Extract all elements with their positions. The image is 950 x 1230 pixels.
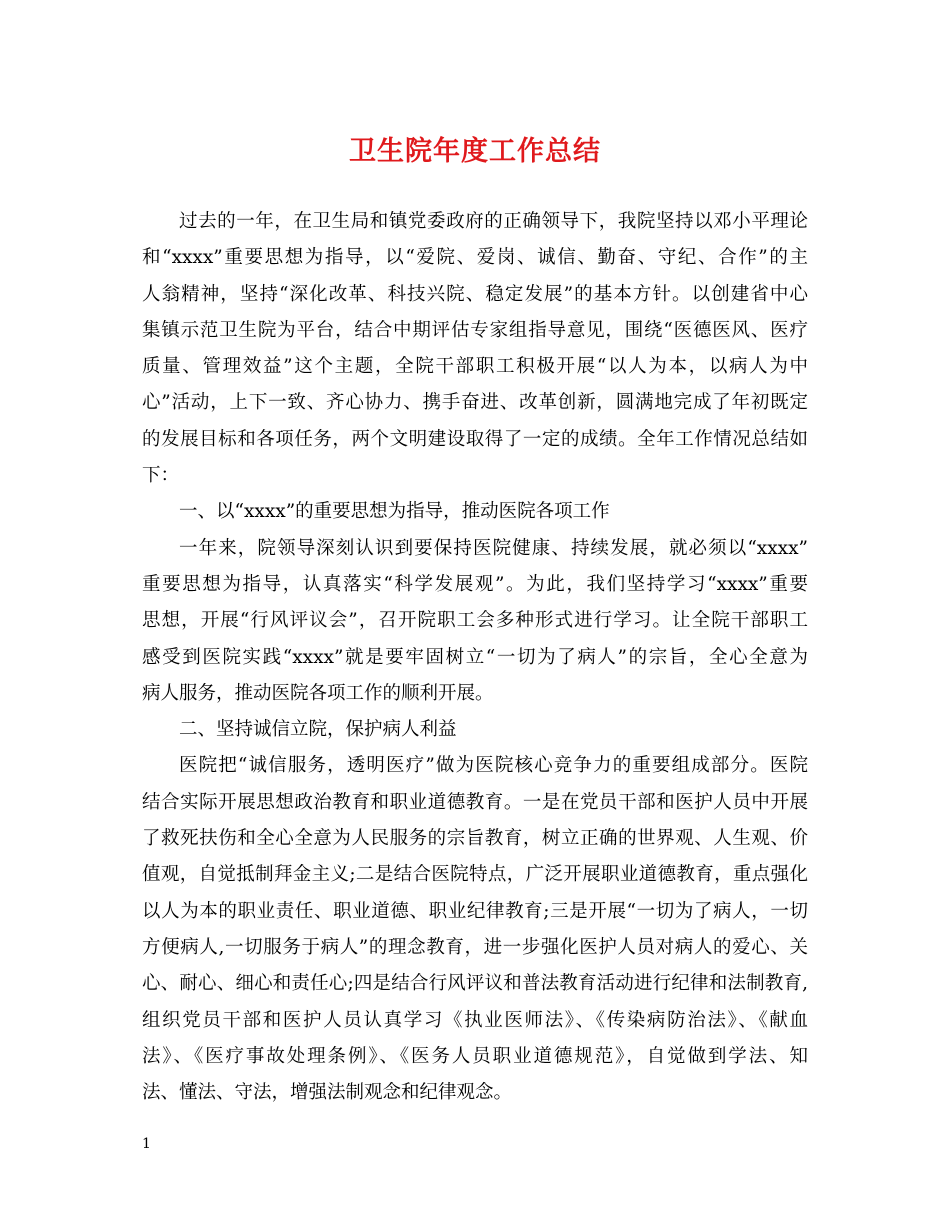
section-heading: 一、以“xxxx”的重要思想为指导，推动医院各项工作 [179, 501, 610, 523]
paragraph-line: 心、耐心、细心和责任心;四是结合行风评议和普法教育活动进行纪律和法制教育, [142, 973, 808, 995]
paragraph-line: 质量、管理效益”这个主题，全院干部职工积极开展“以人为本，以病人为中 [142, 356, 808, 378]
section-heading: 二、坚持诚信立院，保护病人利益 [179, 719, 457, 741]
paragraph-line: 方便病人,一切服务于病人”的理念教育，进一步强化医护人员对病人的爱心、关 [142, 936, 808, 958]
page-number: 1 [142, 1136, 151, 1152]
paragraph-line: 集镇示范卫生院为平台，结合中期评估专家组指导意见，围绕“医德医风、医疗 [142, 319, 808, 341]
paragraph-line: 重要思想为指导，认真落实“科学发展观”。为此，我们坚持学习“xxxx”重要 [142, 573, 808, 595]
document-body [142, 204, 808, 1111]
paragraph-line: 法》、《医疗事故处理条例》、《医务人员职业道德规范》，自觉做到学法、知 [142, 1045, 808, 1067]
paragraph-line: 病人服务，推动医院各项工作的顺利开展。 [142, 682, 494, 704]
paragraph-line: 下： [142, 465, 180, 487]
paragraph-line: 值观，自觉抵制拜金主义;二是结合医院特点，广泛开展职业道德教育，重点强化 [142, 864, 808, 886]
paragraph-line: 感受到医院实践“xxxx”就是要牢固树立“一切为了病人”的宗旨，全心全意为 [142, 646, 808, 668]
paragraph-line: 组织党员干部和医护人员认真学习《执业医师法》、《传染病防治法》、《献血 [142, 1009, 808, 1031]
paragraph-line: 和“xxxx”重要思想为指导，以“爱院、爱岗、诚信、勤奋、守纪、合作”的主 [142, 247, 808, 269]
paragraph-line: 法、懂法、守法，增强法制观念和纪律观念。 [142, 1082, 513, 1104]
paragraph-line: 思想，开展“行风评议会”，召开院职工会多种形式进行学习。让全院干部职工 [142, 610, 808, 632]
paragraph-line: 一年来，院领导深刻认识到要保持医院健康、持续发展，就必须以“xxxx” [179, 537, 808, 559]
paragraph-line: 心”活动，上下一致、齐心协力、携手奋进、改革创新，圆满地完成了年初既定 [142, 392, 808, 414]
paragraph-line: 人翁精神，坚持“深化改革、科技兴院、稳定发展”的基本方针。以创建省中心 [142, 283, 808, 305]
paragraph-line: 了救死扶伤和全心全意为人民服务的宗旨教育，树立正确的世界观、人生观、价 [142, 828, 808, 850]
paragraph-line: 结合实际开展思想政治教育和职业道德教育。一是在党员干部和医护人员中开展 [142, 791, 808, 813]
paragraph-line: 医院把“诚信服务，透明医疗”做为医院核心竞争力的重要组成部分。医院 [179, 755, 808, 777]
paragraph-line: 以人为本的职业责任、职业道德、职业纪律教育;三是开展“一切为了病人，一切 [142, 900, 808, 922]
paragraph-line: 过去的一年，在卫生局和镇党委政府的正确领导下，我院坚持以邓小平理论 [179, 211, 808, 232]
page-title: 卫生院年度工作总结 [349, 136, 601, 167]
paragraph-line: 的发展目标和各项任务，两个文明建设取得了一定的成绩。全年工作情况总结如 [142, 428, 808, 450]
